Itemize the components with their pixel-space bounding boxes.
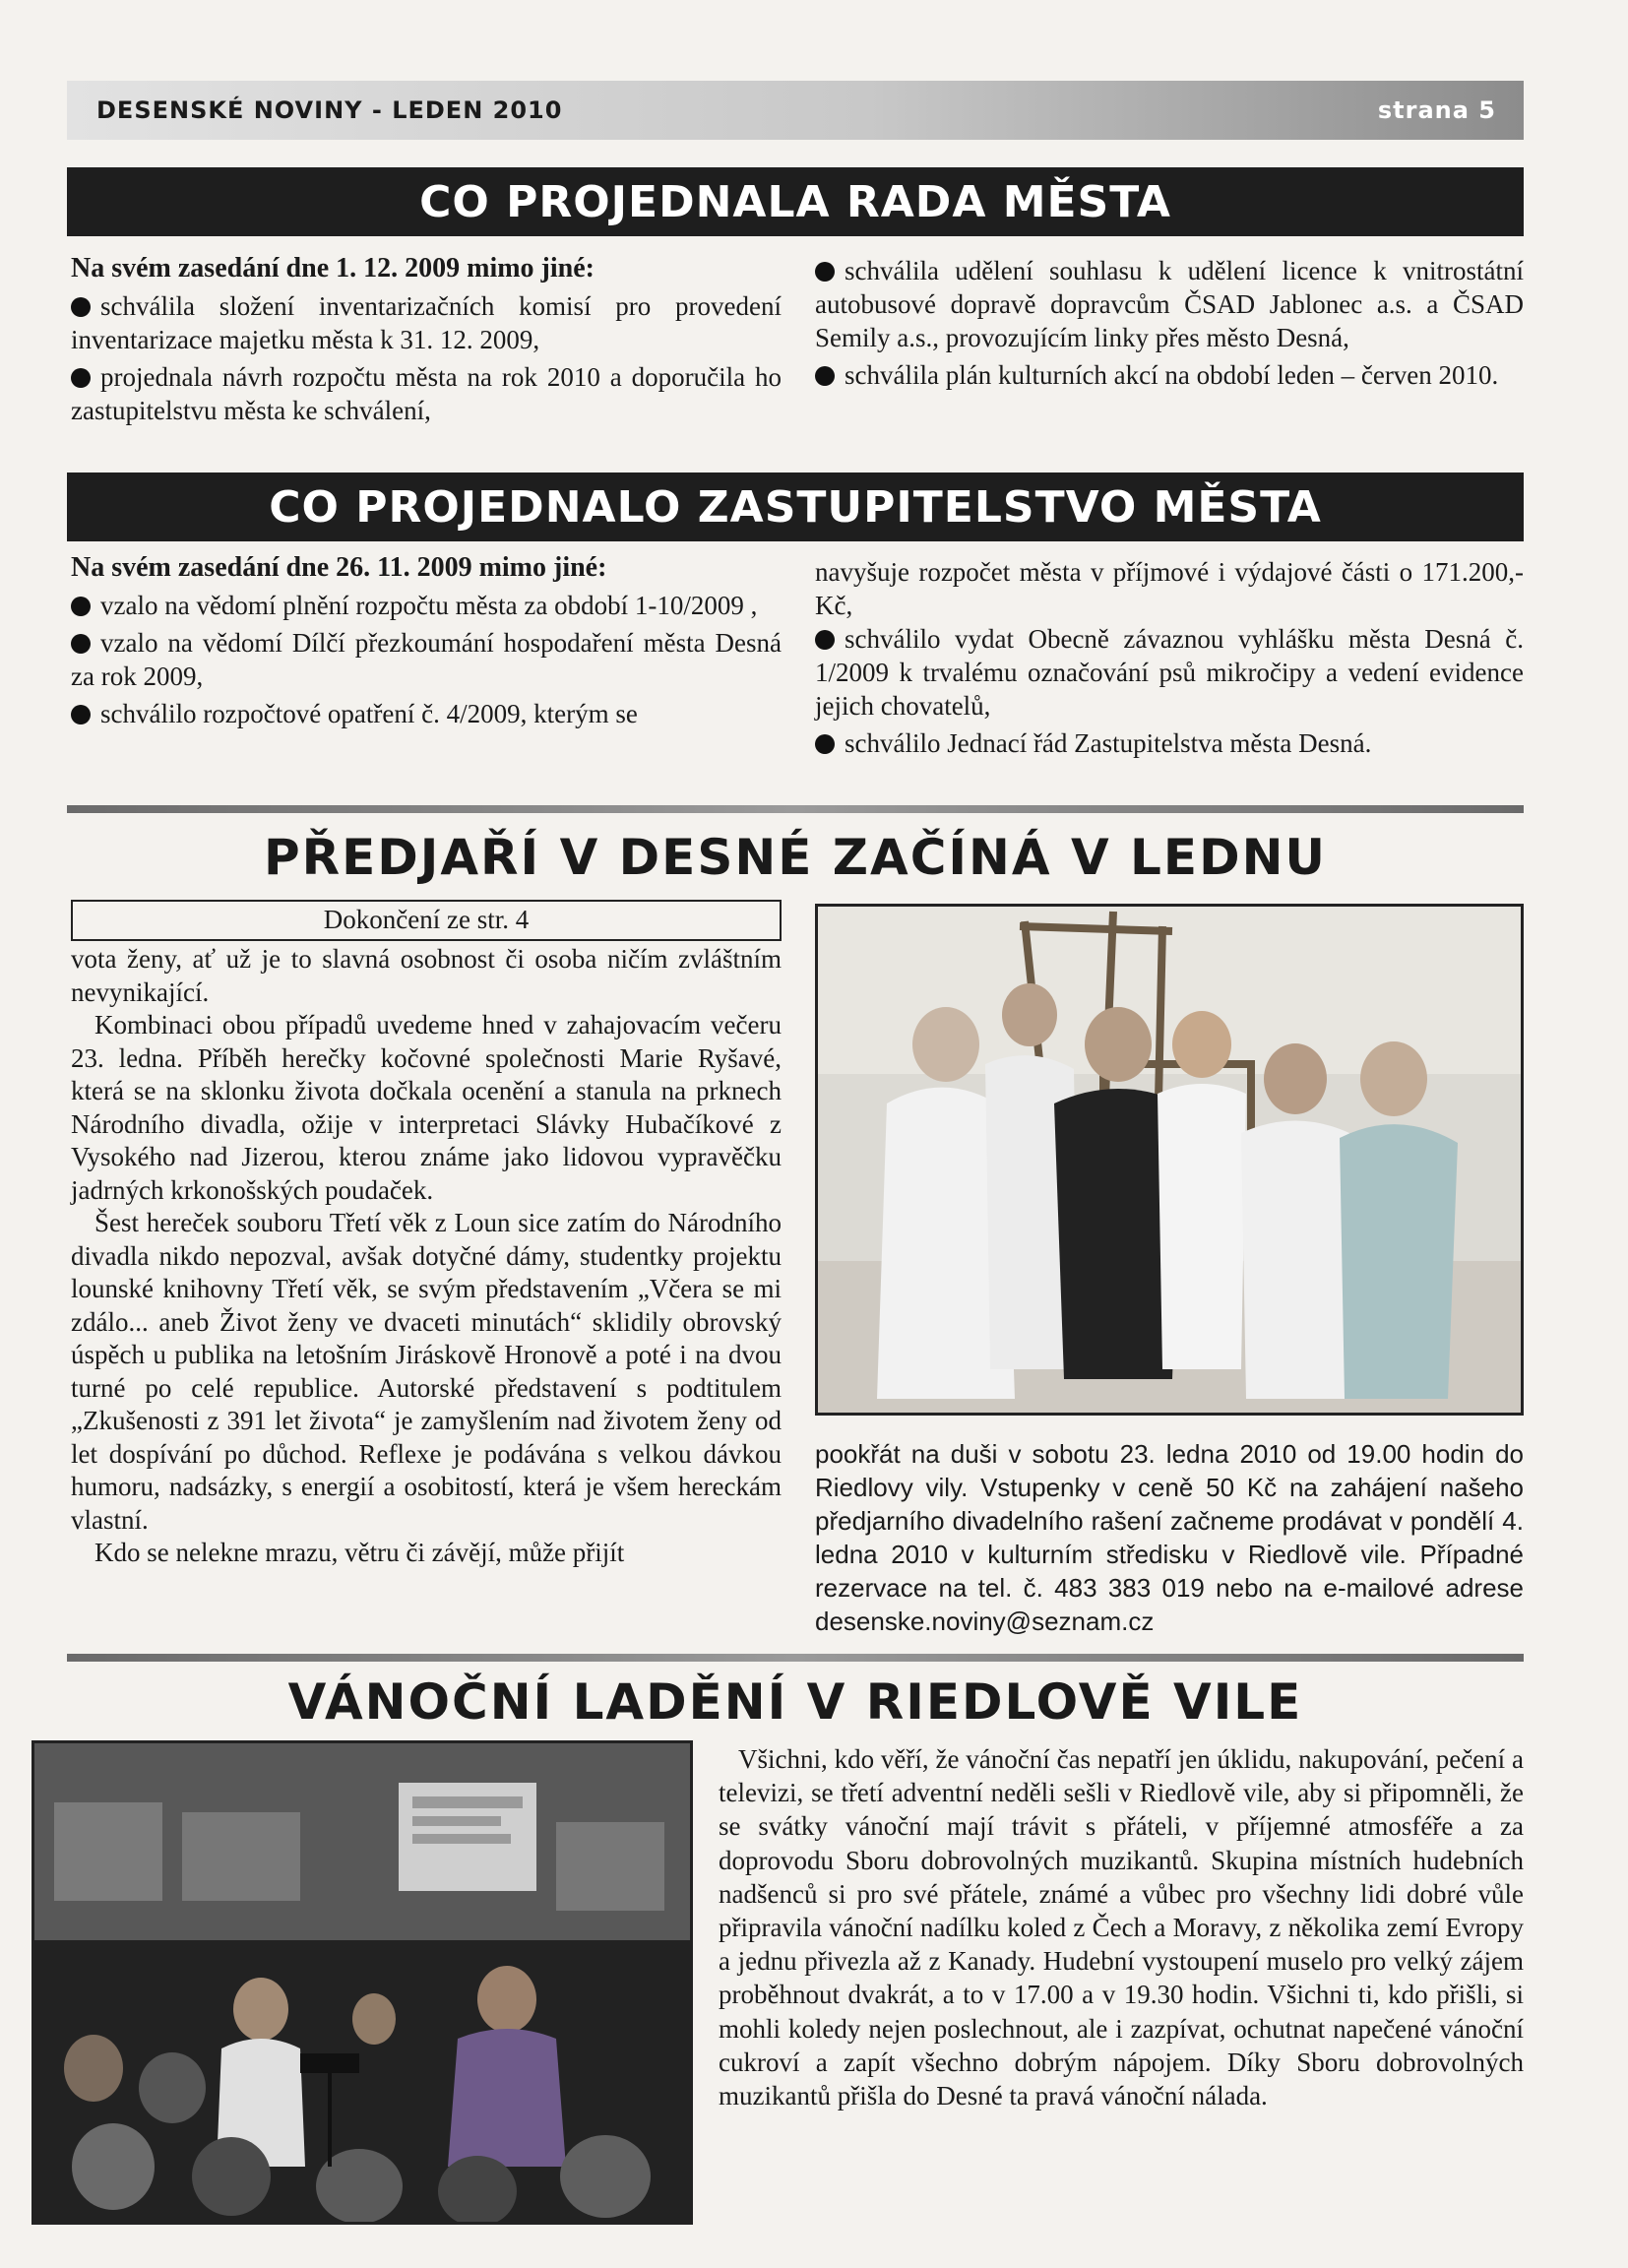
zastupitelstvo-item: schválilo vydat Obecně závaznou vyhlášku města Desná č. 1/2009 k trvalému označování psů mikročipy a vedení evidence jejich chovatelů,: [815, 624, 1524, 721]
vanocni-article: Všichni, kdo věří, že vánoční čas nepatří jen úklidu, nakupování, pečení a televizi, se třetí adventní neděli sešli v Riedlově vile, aby si připomněli, že se svátky vánoční mají trávit s přáteli, v příjemné atmosféře a za doprovodu Sboru dobrovolných muzikantů. Skupina místních hudebních nadšenců si pro své přátele, známé a vůbec pro všechny lidi dobré vůle připravila vánoční nadílku koled z Čech a Moravy, z několika zemí Evropy a jednu přivezla až z Kanady. Hudební vystoupení muselo pro velký zájem proběhnout dvakrát, a to v 17.00 a v 19.30 hodin. Všichni ti, kdo přišli, si mohli koledy nejen poslechnout, ale i zazpívat, ochutnat napečené vánoční cukroví a zapít všechno dobrým nápojem. Díky Sboru dobrovolných muzikantů přišla do Desné ta pravá vánoční nálada.: [719, 1744, 1524, 2111]
zastupitelstvo-continuation: navyšuje rozpočet města v příjmové i výdajové části o 171.200,- Kč,: [815, 557, 1524, 620]
section-divider: [67, 1654, 1524, 1662]
page-header: [67, 81, 1524, 140]
predjari-right-text: pookřát na duši v sobotu 23. ledna 2010 od 19.00 hodin do Riedlovy vily. Vstupenky v ceně 50 Kč na zahájení našeho předjarního divadelního rašení začneme prodávat v pondělí 4. ledna 2010 v kulturním středisku v Riedlově vile. Případné rezervace na tel. č. 483 383 019 nebo na e-mailové adrese desenske.noviny@seznam.cz: [815, 1439, 1524, 1636]
continued-from-box: Dokončení ze str. 4: [71, 900, 782, 941]
rada-right-column: [815, 254, 1524, 396]
zastupitelstvo-item: vzalo na vědomí Dílčí přezkoumání hospodaření města Desná za rok 2009,: [71, 628, 782, 691]
rada-heading: CO PROJEDNALA RADA MĚSTA: [67, 167, 1524, 236]
rada-intro: Na svém zasedání dne 1. 12. 2009 mimo jiné:: [71, 253, 595, 284]
theatre-photo: [815, 904, 1524, 1416]
rada-item: schválila plán kulturních akcí na období leden – červen 2010.: [815, 358, 1524, 392]
bullet-icon: [71, 705, 91, 724]
rada-item: schválila složení inventarizačních komisí pro provedení inventarizace majetku města k 31. 12. 2009,: [71, 291, 782, 354]
rada-left-column: [71, 252, 782, 431]
concert-photo: [31, 1740, 693, 2225]
zastupitelstvo-heading: CO PROJEDNALO ZASTUPITELSTVO MĚSTA: [67, 472, 1524, 541]
predjari-paragraph: Kdo se nelekne mrazu, větru či závějí, může přijít: [94, 1538, 625, 1567]
bullet-icon: [71, 634, 91, 654]
predjari-paragraph: Šest hereček souboru Třetí věk z Loun sice zatím do Národního divadla nikdo nepozval, avšak dotyčné dámy, studentky projektu lounské knihovny Třetí věk, se svým představením „Včera se mi zdálo... aneb Život ženy ve dvaceti minutách“ sklidily obrovský úspěch u publika na letošním Jiráskově Hronově a poté i na dvou turné po celé republice. Autorské představení s podtitulem „Zkušenosti z 391 let života“ je zamyšlením nad životem ženy od let dospívání po důchod. Reflexe je podávána s velkou dávkou humoru, nadsázky, s energií a osobitostí, která je všem hereckám vlastní.: [71, 1208, 782, 1535]
bullet-icon: [815, 366, 835, 386]
section-divider: [67, 805, 1524, 813]
theatre-photo-image: [818, 907, 1521, 1413]
bullet-icon: [815, 734, 835, 754]
rada-item: projednala návrh rozpočtu města na rok 2010 a doporučila ho zastupitelstvu města ke schválení,: [71, 362, 782, 425]
predjari-heading: PŘEDJAŘÍ V DESNÉ ZAČÍNÁ V LEDNU: [263, 829, 1328, 886]
zastupitelstvo-left-column: [71, 551, 782, 734]
zastupitelstvo-item: vzalo na vědomí plnění rozpočtu města za období 1-10/2009 ,: [71, 589, 782, 622]
bullet-icon: [71, 368, 91, 388]
bullet-icon: [71, 597, 91, 616]
zastupitelstvo-item: schválilo Jednací řád Zastupitelstva města Desná.: [815, 726, 1524, 760]
vanocni-heading: VÁNOČNÍ LADĚNÍ V RIEDLOVĚ VILE: [287, 1673, 1303, 1731]
concert-photo-image: [34, 1743, 690, 2222]
predjari-article: [71, 900, 782, 1570]
zastupitelstvo-right-column: [815, 555, 1524, 764]
predjari-paragraph: Kombinaci obou případů uvedeme hned v zahajovacím večeru 23. ledna. Příběh herečky kočovné společnosti Marie Ryšavé, která se na sklonku života dočkala ocenění a stanula na prknech Národního divadla, ožije v interpretaci Slávky Hubačíkové z Vysokého nad Jizerou, kterou známe jako lidovou vypravěčku jadrných krkonošských poudaček.: [71, 1010, 782, 1205]
rada-item: schválila udělení souhlasu k udělení licence k vnitrostátní autobusové dopravě dopravcům ČSAD Jablonec a.s. a ČSAD Semily a.s., provozujícím linky přes město Desná,: [815, 256, 1524, 352]
zastupitelstvo-intro: Na svém zasedání dne 26. 11. 2009 mimo jiné:: [71, 552, 607, 583]
bullet-icon: [71, 297, 91, 317]
page-number: strana 5: [1377, 96, 1496, 124]
newspaper-title: DESENSKÉ NOVINY - LEDEN 2010: [96, 96, 563, 124]
zastupitelstvo-item: schválilo rozpočtové opatření č. 4/2009, kterým se: [71, 697, 782, 730]
predjari-paragraph: vota ženy, ať už je to slavná osobnost či osoba ničím zvláštním nevynikající.: [71, 944, 782, 1007]
bullet-icon: [815, 630, 835, 650]
bullet-icon: [815, 262, 835, 282]
